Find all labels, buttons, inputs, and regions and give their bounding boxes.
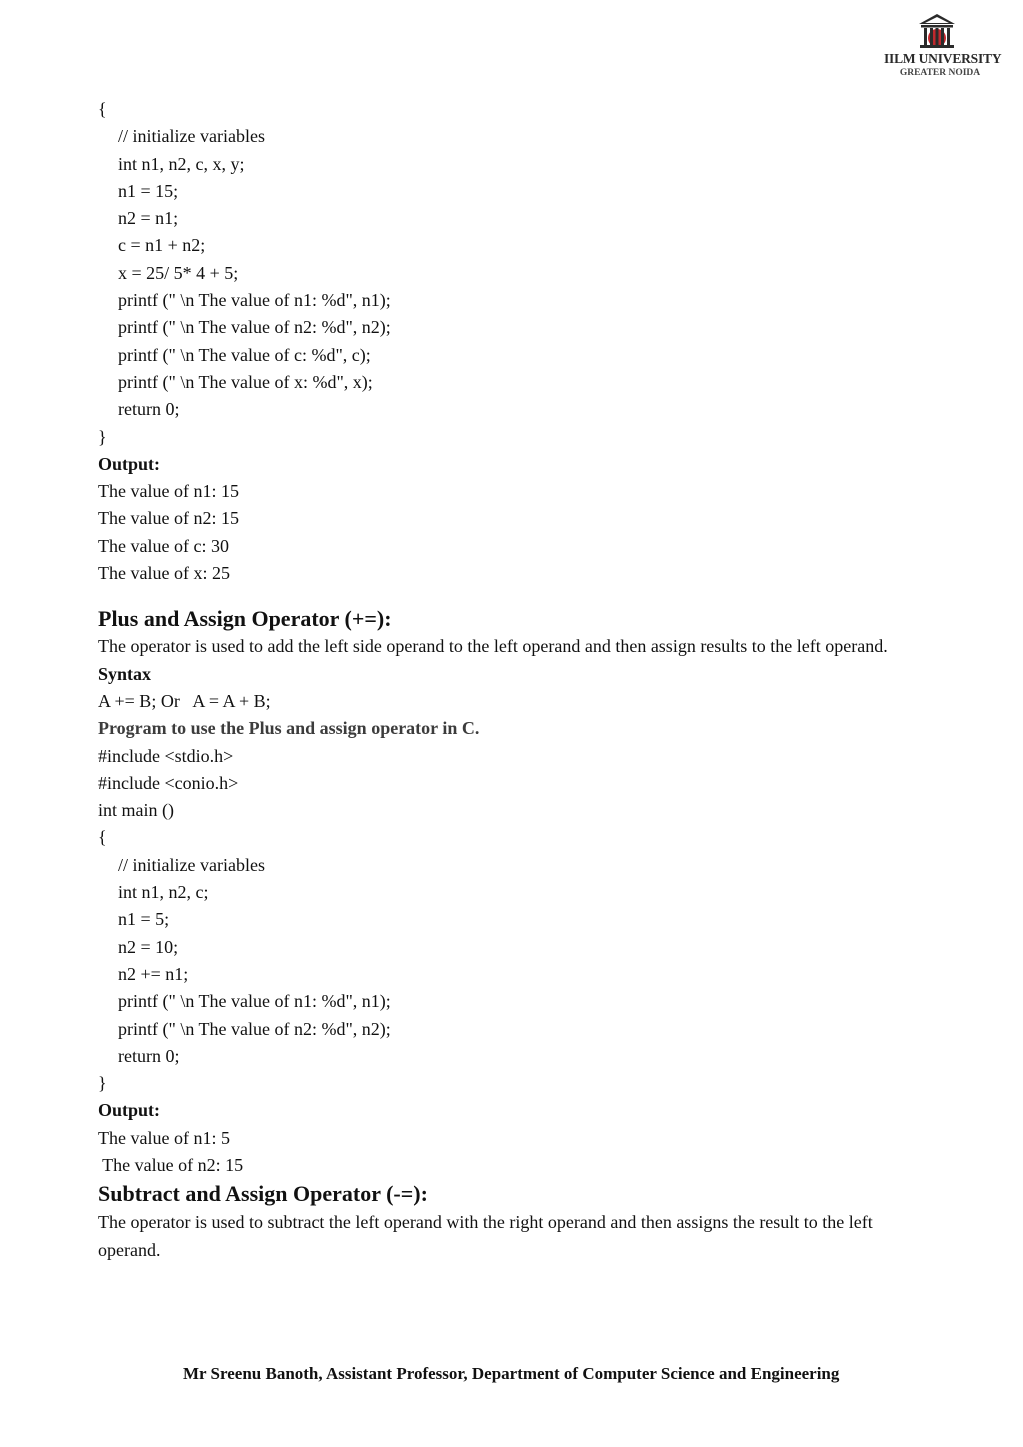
syntax-line: A += B; Or A = A + B; bbox=[98, 690, 271, 711]
code-line: c = n1 + n2; bbox=[118, 235, 206, 256]
output-line: The value of n2: 15 bbox=[98, 508, 239, 529]
program-title: Program to use the Plus and assign operator in C. bbox=[98, 718, 480, 739]
code-line: n2 += n1; bbox=[118, 963, 189, 984]
code-line: printf (" \n The value of n1: %d", n1); bbox=[118, 290, 391, 311]
code-line: } bbox=[98, 1073, 107, 1094]
logo-title: IILM UNIVERSITY bbox=[884, 51, 1002, 66]
university-logo bbox=[884, 12, 1002, 90]
code-line: n2 = n1; bbox=[118, 208, 179, 229]
code-line: int n1, n2, c, x, y; bbox=[118, 153, 245, 174]
code-line: int n1, n2, c; bbox=[118, 882, 209, 903]
code-line: #include <conio.h> bbox=[98, 772, 239, 793]
output-line: The value of n1: 15 bbox=[98, 481, 239, 502]
output-line: The value of x: 25 bbox=[98, 563, 230, 584]
code-line: printf (" \n The value of n2: %d", n2); bbox=[118, 317, 391, 338]
section-description-subtract-assign: The operator is used to subtract the left operand with the right operand and then assigns the result to the left operand. bbox=[98, 1212, 873, 1260]
document-body bbox=[98, 96, 938, 1264]
syntax-label: Syntax bbox=[98, 663, 152, 684]
code-line: printf (" \n The value of c: %d", c); bbox=[118, 344, 371, 365]
code-block-top bbox=[98, 96, 938, 451]
output-block-top bbox=[98, 478, 938, 587]
code-line: return 0; bbox=[118, 1045, 180, 1066]
code-block-plus-assign bbox=[98, 743, 938, 1098]
section-heading-plus-assign: Plus and Assign Operator (+=): bbox=[98, 606, 392, 632]
code-line: return 0; bbox=[118, 399, 180, 420]
output-label: Output: bbox=[98, 453, 161, 474]
code-line: // initialize variables bbox=[118, 854, 265, 875]
code-line: printf (" \n The value of n2: %d", n2); bbox=[118, 1018, 391, 1039]
output-line: The value of n1: 5 bbox=[98, 1127, 230, 1148]
section-description-plus-assign: The operator is used to add the left side operand to the left operand and then assign results to the left operand. bbox=[98, 636, 888, 657]
code-line: x = 25/ 5* 4 + 5; bbox=[118, 262, 239, 283]
code-line: printf (" \n The value of x: %d", x); bbox=[118, 371, 373, 392]
output-line: The value of c: 30 bbox=[98, 535, 229, 556]
building-icon bbox=[917, 12, 957, 50]
code-line: printf (" \n The value of n1: %d", n1); bbox=[118, 991, 391, 1012]
page-footer: Mr Sreenu Banoth, Assistant Professor, Department of Computer Science and Engineering bbox=[183, 1364, 840, 1383]
code-line: int main () bbox=[98, 800, 174, 821]
code-line: { bbox=[98, 827, 107, 848]
section-heading-subtract-assign: Subtract and Assign Operator (-=): bbox=[98, 1181, 428, 1207]
output-line: The value of n2: 15 bbox=[98, 1154, 244, 1175]
code-line: } bbox=[98, 426, 107, 447]
code-line: { bbox=[98, 99, 107, 119]
logo-subtitle: GREATER NOIDA bbox=[899, 68, 981, 78]
code-line: n1 = 15; bbox=[118, 180, 179, 201]
code-line: // initialize variables bbox=[118, 126, 265, 147]
code-line: #include <stdio.h> bbox=[98, 745, 234, 766]
output-block-plus-assign bbox=[98, 1125, 938, 1180]
code-line: n2 = 10; bbox=[118, 936, 179, 957]
code-line: n1 = 5; bbox=[118, 909, 170, 930]
output-label: Output: bbox=[98, 1100, 161, 1121]
